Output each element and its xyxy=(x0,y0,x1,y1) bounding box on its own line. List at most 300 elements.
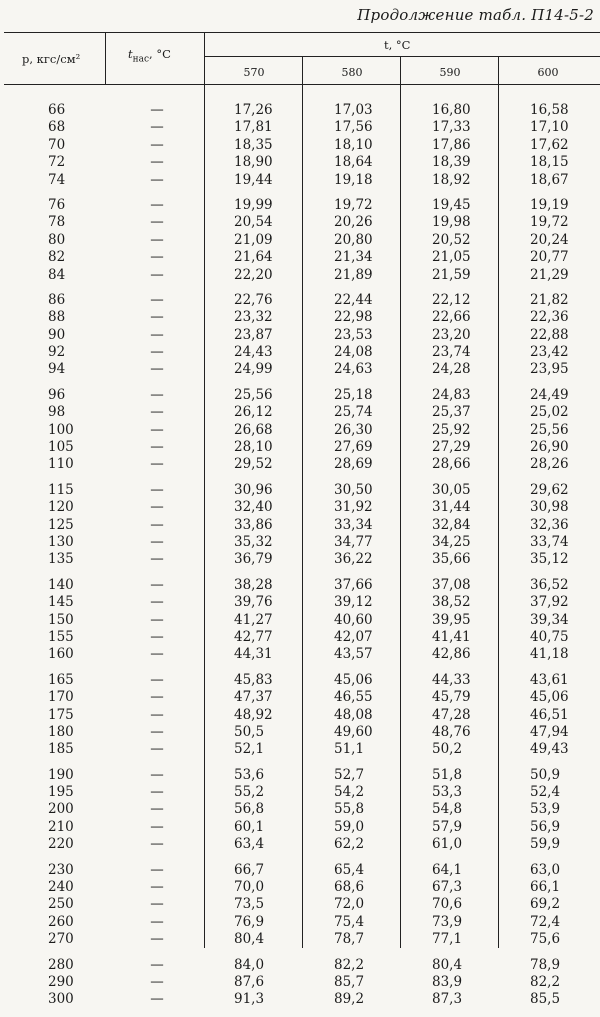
value-cell-570: 80,4 xyxy=(234,931,265,948)
table-row xyxy=(0,517,600,534)
value-cell-580: 19,72 xyxy=(334,196,373,213)
value-cell-580: 17,56 xyxy=(334,119,373,136)
saturation-temp-cell: — xyxy=(150,516,164,533)
value-cell-600: 32,36 xyxy=(530,516,569,533)
table-row xyxy=(0,646,600,663)
value-cell-600: 50,9 xyxy=(530,766,561,783)
saturation-temp-cell: — xyxy=(150,931,164,948)
table-row xyxy=(0,612,600,629)
value-cell-590: 61,0 xyxy=(432,836,463,853)
value-cell-570: 91,3 xyxy=(234,991,265,1008)
value-cell-570: 52,1 xyxy=(234,741,265,758)
value-cell-600: 85,5 xyxy=(530,991,561,1008)
value-cell-590: 31,44 xyxy=(432,499,471,516)
value-cell-570: 22,20 xyxy=(234,266,273,283)
pressure-cell: 155 xyxy=(48,628,74,645)
saturation-temp-cell: — xyxy=(150,533,164,550)
pressure-cell: 260 xyxy=(48,913,74,930)
value-cell-590: 27,29 xyxy=(432,439,471,456)
pressure-cell: 250 xyxy=(48,896,74,913)
row-group xyxy=(0,197,600,284)
value-cell-570: 23,32 xyxy=(234,309,273,326)
pressure-cell: 185 xyxy=(48,741,74,758)
value-cell-590: 51,8 xyxy=(432,766,463,783)
value-cell-570: 45,83 xyxy=(234,671,273,688)
value-cell-580: 51,1 xyxy=(334,741,365,758)
value-cell-600: 30,98 xyxy=(530,499,569,516)
value-cell-570: 19,99 xyxy=(234,196,273,213)
value-cell-590: 70,6 xyxy=(432,896,463,913)
table-row xyxy=(0,577,600,594)
value-cell-570: 17,81 xyxy=(234,119,273,136)
table-row xyxy=(0,154,600,171)
table-row xyxy=(0,879,600,896)
table-caption: Продолжение табл. П14-5-2 xyxy=(357,6,594,24)
saturation-temp-cell: — xyxy=(150,119,164,136)
value-cell-600: 20,24 xyxy=(530,231,569,248)
value-cell-580: 36,22 xyxy=(334,551,373,568)
value-cell-580: 22,44 xyxy=(334,291,373,308)
value-cell-590: 83,9 xyxy=(432,973,463,990)
saturation-temp-cell: — xyxy=(150,861,164,878)
table-row xyxy=(0,724,600,741)
value-cell-590: 23,20 xyxy=(432,326,471,343)
table-row xyxy=(0,931,600,948)
saturation-temp-cell: — xyxy=(150,361,164,378)
pressure-cell: 160 xyxy=(48,646,74,663)
value-cell-600: 17,62 xyxy=(530,136,569,153)
value-cell-580: 55,8 xyxy=(334,801,365,818)
value-cell-580: 46,55 xyxy=(334,689,373,706)
pressure-cell: 135 xyxy=(48,551,74,568)
value-cell-600: 59,9 xyxy=(530,836,561,853)
value-cell-600: 46,51 xyxy=(530,706,569,723)
pressure-cell: 240 xyxy=(48,879,74,896)
saturation-temp-cell: — xyxy=(150,611,164,628)
saturation-temp-cell: — xyxy=(150,291,164,308)
value-cell-570: 26,68 xyxy=(234,421,273,438)
table-row xyxy=(0,707,600,724)
value-cell-600: 25,56 xyxy=(530,421,569,438)
table-row xyxy=(0,991,600,1008)
saturation-temp-cell: — xyxy=(150,766,164,783)
table-row xyxy=(0,482,600,499)
saturation-temp-column-header: $t_{нас}$, °C xyxy=(128,47,171,65)
value-cell-570: 20,54 xyxy=(234,214,273,231)
value-cell-570: 39,76 xyxy=(234,594,273,611)
value-cell-570: 47,37 xyxy=(234,689,273,706)
table-row xyxy=(0,974,600,991)
pressure-column-header: p, кгс/см² xyxy=(22,52,81,66)
value-cell-600: 78,9 xyxy=(530,956,561,973)
pressure-cell: 80 xyxy=(48,231,66,248)
value-cell-590: 21,59 xyxy=(432,266,471,283)
value-cell-590: 38,52 xyxy=(432,594,471,611)
table-row xyxy=(0,689,600,706)
value-cell-570: 73,5 xyxy=(234,896,265,913)
value-cell-570: 56,8 xyxy=(234,801,265,818)
table-row xyxy=(0,344,600,361)
value-cell-570: 41,27 xyxy=(234,611,273,628)
table-row xyxy=(0,534,600,551)
saturation-temp-cell: — xyxy=(150,689,164,706)
saturation-temp-cell: — xyxy=(150,551,164,568)
saturation-temp-cell: — xyxy=(150,154,164,171)
value-cell-580: 82,2 xyxy=(334,956,365,973)
table-row xyxy=(0,629,600,646)
saturation-temp-cell: — xyxy=(150,594,164,611)
saturation-temp-cell: — xyxy=(150,706,164,723)
value-cell-580: 89,2 xyxy=(334,991,365,1008)
value-cell-580: 21,34 xyxy=(334,249,373,266)
value-cell-580: 26,30 xyxy=(334,421,373,438)
value-cell-570: 53,6 xyxy=(234,766,265,783)
table-row xyxy=(0,102,600,119)
value-cell-590: 22,66 xyxy=(432,309,471,326)
table-body xyxy=(0,102,600,1017)
value-cell-600: 33,74 xyxy=(530,533,569,550)
value-cell-570: 28,10 xyxy=(234,439,273,456)
value-cell-590: 48,76 xyxy=(432,723,471,740)
value-cell-600: 18,15 xyxy=(530,154,569,171)
table-row xyxy=(0,172,600,189)
value-cell-600: 49,43 xyxy=(530,741,569,758)
value-cell-570: 30,96 xyxy=(234,481,273,498)
value-cell-590: 23,74 xyxy=(432,344,471,361)
pressure-cell: 105 xyxy=(48,439,74,456)
value-cell-600: 45,06 xyxy=(530,689,569,706)
value-cell-570: 17,26 xyxy=(234,102,273,118)
temp-header-600: 600 xyxy=(537,66,559,79)
saturation-temp-cell: — xyxy=(150,309,164,326)
value-cell-590: 50,2 xyxy=(432,741,463,758)
table-row xyxy=(0,957,600,974)
value-cell-600: 22,36 xyxy=(530,309,569,326)
row-group xyxy=(0,767,600,854)
value-cell-580: 20,80 xyxy=(334,231,373,248)
value-cell-580: 48,08 xyxy=(334,706,373,723)
pressure-cell: 290 xyxy=(48,973,74,990)
value-cell-600: 52,4 xyxy=(530,784,561,801)
table-row xyxy=(0,422,600,439)
pressure-cell: 76 xyxy=(48,196,66,213)
table-row xyxy=(0,499,600,516)
value-cell-600: 28,26 xyxy=(530,456,569,473)
value-cell-570: 36,79 xyxy=(234,551,273,568)
table-row xyxy=(0,672,600,689)
value-cell-570: 84,0 xyxy=(234,956,265,973)
table-row xyxy=(0,862,600,879)
value-cell-580: 19,18 xyxy=(334,171,373,188)
value-cell-580: 75,4 xyxy=(334,913,365,930)
value-cell-600: 69,2 xyxy=(530,896,561,913)
pressure-cell: 72 xyxy=(48,154,66,171)
table-row xyxy=(0,767,600,784)
pressure-cell: 230 xyxy=(48,861,74,878)
value-cell-570: 21,09 xyxy=(234,231,273,248)
pressure-cell: 86 xyxy=(48,291,66,308)
value-cell-590: 20,52 xyxy=(432,231,471,248)
value-cell-580: 85,7 xyxy=(334,973,365,990)
value-cell-570: 21,64 xyxy=(234,249,273,266)
table-row xyxy=(0,137,600,154)
saturation-temp-cell: — xyxy=(150,136,164,153)
temp-header-580: 580 xyxy=(341,66,363,79)
value-cell-590: 73,9 xyxy=(432,913,463,930)
value-cell-600: 22,88 xyxy=(530,326,569,343)
pressure-cell: 165 xyxy=(48,671,74,688)
value-cell-570: 18,35 xyxy=(234,136,273,153)
value-cell-600: 40,75 xyxy=(530,628,569,645)
value-cell-600: 37,92 xyxy=(530,594,569,611)
value-cell-590: 17,86 xyxy=(432,136,471,153)
pressure-cell: 210 xyxy=(48,818,74,835)
value-cell-570: 23,87 xyxy=(234,326,273,343)
row-group xyxy=(0,387,600,474)
temperature-subheader-rule xyxy=(204,56,600,57)
value-cell-590: 24,83 xyxy=(432,386,471,403)
value-cell-600: 75,6 xyxy=(530,931,561,948)
value-cell-580: 37,66 xyxy=(334,576,373,593)
row-group xyxy=(0,862,600,949)
value-cell-570: 35,32 xyxy=(234,533,273,550)
value-cell-600: 19,72 xyxy=(530,214,569,231)
value-cell-600: 41,18 xyxy=(530,646,569,663)
value-cell-580: 65,4 xyxy=(334,861,365,878)
saturation-temp-cell: — xyxy=(150,231,164,248)
saturation-temp-cell: — xyxy=(150,956,164,973)
value-cell-590: 35,66 xyxy=(432,551,471,568)
value-cell-590: 30,05 xyxy=(432,481,471,498)
table-row xyxy=(0,232,600,249)
pressure-cell: 125 xyxy=(48,516,74,533)
saturation-temp-cell: — xyxy=(150,171,164,188)
table-row xyxy=(0,784,600,801)
value-cell-580: 24,08 xyxy=(334,344,373,361)
table-row xyxy=(0,249,600,266)
value-cell-600: 17,10 xyxy=(530,119,569,136)
value-cell-600: 18,67 xyxy=(530,171,569,188)
saturation-temp-cell: — xyxy=(150,439,164,456)
value-cell-570: 18,90 xyxy=(234,154,273,171)
saturation-temp-cell: — xyxy=(150,456,164,473)
pressure-cell: 300 xyxy=(48,991,74,1008)
value-cell-570: 26,12 xyxy=(234,404,273,421)
table-row xyxy=(0,387,600,404)
value-cell-570: 87,6 xyxy=(234,973,265,990)
pressure-cell: 90 xyxy=(48,326,66,343)
value-cell-580: 31,92 xyxy=(334,499,373,516)
value-cell-590: 57,9 xyxy=(432,818,463,835)
value-cell-570: 25,56 xyxy=(234,386,273,403)
value-cell-590: 77,1 xyxy=(432,931,463,948)
row-group xyxy=(0,102,600,189)
saturation-temp-cell: — xyxy=(150,973,164,990)
value-cell-590: 80,4 xyxy=(432,956,463,973)
pressure-cell: 92 xyxy=(48,344,66,361)
row-group xyxy=(0,672,600,759)
pressure-cell: 270 xyxy=(48,931,74,948)
pressure-cell: 84 xyxy=(48,266,66,283)
saturation-temp-cell: — xyxy=(150,214,164,231)
value-cell-590: 32,84 xyxy=(432,516,471,533)
value-cell-570: 50,5 xyxy=(234,723,265,740)
table-row xyxy=(0,914,600,931)
value-cell-580: 43,57 xyxy=(334,646,373,663)
saturation-temp-cell: — xyxy=(150,576,164,593)
value-cell-590: 67,3 xyxy=(432,879,463,896)
value-cell-580: 24,63 xyxy=(334,361,373,378)
value-cell-590: 39,95 xyxy=(432,611,471,628)
value-cell-590: 47,28 xyxy=(432,706,471,723)
pressure-cell: 220 xyxy=(48,836,74,853)
value-cell-590: 41,41 xyxy=(432,628,471,645)
pressure-cell: 100 xyxy=(48,421,74,438)
value-cell-600: 26,90 xyxy=(530,439,569,456)
value-cell-580: 59,0 xyxy=(334,818,365,835)
value-cell-580: 72,0 xyxy=(334,896,365,913)
saturation-temp-cell: — xyxy=(150,896,164,913)
pressure-cell: 78 xyxy=(48,214,66,231)
value-cell-580: 21,89 xyxy=(334,266,373,283)
value-cell-570: 48,92 xyxy=(234,706,273,723)
table-row xyxy=(0,327,600,344)
value-cell-590: 44,33 xyxy=(432,671,471,688)
value-cell-590: 45,79 xyxy=(432,689,471,706)
value-cell-600: 56,9 xyxy=(530,818,561,835)
value-cell-580: 52,7 xyxy=(334,766,365,783)
saturation-temp-cell: — xyxy=(150,481,164,498)
table-row xyxy=(0,439,600,456)
value-cell-580: 45,06 xyxy=(334,671,373,688)
temp-header-590: 590 xyxy=(439,66,461,79)
value-cell-580: 30,50 xyxy=(334,481,373,498)
value-cell-580: 25,74 xyxy=(334,404,373,421)
value-cell-600: 16,58 xyxy=(530,102,569,118)
saturation-temp-cell: — xyxy=(150,784,164,801)
value-cell-590: 19,98 xyxy=(432,214,471,231)
value-cell-600: 20,77 xyxy=(530,249,569,266)
pressure-cell: 66 xyxy=(48,102,66,118)
saturation-temp-cell: — xyxy=(150,646,164,663)
temperature-group-header: t, °C xyxy=(384,38,411,52)
saturation-temp-cell: — xyxy=(150,421,164,438)
value-cell-590: 17,33 xyxy=(432,119,471,136)
value-cell-570: 55,2 xyxy=(234,784,265,801)
value-cell-590: 28,66 xyxy=(432,456,471,473)
column-divider xyxy=(105,32,106,84)
pressure-cell: 195 xyxy=(48,784,74,801)
table-row xyxy=(0,836,600,853)
value-cell-600: 66,1 xyxy=(530,879,561,896)
value-cell-580: 40,60 xyxy=(334,611,373,628)
value-cell-570: 24,99 xyxy=(234,361,273,378)
pressure-cell: 175 xyxy=(48,706,74,723)
value-cell-570: 29,52 xyxy=(234,456,273,473)
value-cell-600: 23,95 xyxy=(530,361,569,378)
value-cell-600: 82,2 xyxy=(530,973,561,990)
saturation-temp-cell: — xyxy=(150,836,164,853)
value-cell-590: 42,86 xyxy=(432,646,471,663)
value-cell-570: 38,28 xyxy=(234,576,273,593)
saturation-temp-cell: — xyxy=(150,991,164,1008)
pressure-cell: 68 xyxy=(48,119,66,136)
pressure-cell: 115 xyxy=(48,481,74,498)
pressure-cell: 130 xyxy=(48,533,74,550)
table-row xyxy=(0,361,600,378)
value-cell-570: 42,77 xyxy=(234,628,273,645)
table-row xyxy=(0,197,600,214)
value-cell-600: 29,62 xyxy=(530,481,569,498)
row-group xyxy=(0,957,600,1009)
pressure-cell: 96 xyxy=(48,386,66,403)
value-cell-590: 21,05 xyxy=(432,249,471,266)
value-cell-570: 32,40 xyxy=(234,499,273,516)
value-cell-590: 18,39 xyxy=(432,154,471,171)
pressure-cell: 170 xyxy=(48,689,74,706)
table-row xyxy=(0,551,600,568)
value-cell-590: 16,80 xyxy=(432,102,471,118)
row-group xyxy=(0,292,600,379)
saturation-temp-cell: — xyxy=(150,249,164,266)
value-cell-590: 18,92 xyxy=(432,171,471,188)
value-cell-580: 34,77 xyxy=(334,533,373,550)
pressure-cell: 150 xyxy=(48,611,74,628)
pressure-cell: 70 xyxy=(48,136,66,153)
pressure-cell: 200 xyxy=(48,801,74,818)
value-cell-580: 20,26 xyxy=(334,214,373,231)
table-row xyxy=(0,819,600,836)
saturation-temp-cell: — xyxy=(150,344,164,361)
saturation-temp-cell: — xyxy=(150,628,164,645)
table-row xyxy=(0,741,600,758)
value-cell-570: 44,31 xyxy=(234,646,273,663)
value-cell-580: 28,69 xyxy=(334,456,373,473)
saturation-temp-cell: — xyxy=(150,386,164,403)
value-cell-570: 19,44 xyxy=(234,171,273,188)
saturation-temp-cell: — xyxy=(150,723,164,740)
value-cell-600: 72,4 xyxy=(530,913,561,930)
value-cell-570: 70,0 xyxy=(234,879,265,896)
value-cell-590: 24,28 xyxy=(432,361,471,378)
pressure-cell: 98 xyxy=(48,404,66,421)
value-cell-570: 24,43 xyxy=(234,344,273,361)
saturation-temp-cell: — xyxy=(150,266,164,283)
pressure-cell: 190 xyxy=(48,766,74,783)
saturation-temp-cell: — xyxy=(150,102,164,118)
saturation-temp-cell: — xyxy=(150,499,164,516)
table-row xyxy=(0,404,600,421)
value-cell-570: 63,4 xyxy=(234,836,265,853)
pressure-cell: 140 xyxy=(48,576,74,593)
value-cell-600: 63,0 xyxy=(530,861,561,878)
value-cell-580: 78,7 xyxy=(334,931,365,948)
value-cell-600: 36,52 xyxy=(530,576,569,593)
saturation-temp-cell: — xyxy=(150,741,164,758)
value-cell-600: 21,82 xyxy=(530,291,569,308)
value-cell-580: 62,2 xyxy=(334,836,365,853)
value-cell-580: 42,07 xyxy=(334,628,373,645)
value-cell-570: 66,7 xyxy=(234,861,265,878)
saturation-temp-cell: — xyxy=(150,404,164,421)
value-cell-590: 19,45 xyxy=(432,196,471,213)
saturation-temp-cell: — xyxy=(150,879,164,896)
table-row xyxy=(0,267,600,284)
value-cell-600: 53,9 xyxy=(530,801,561,818)
value-cell-590: 22,12 xyxy=(432,291,471,308)
pressure-cell: 74 xyxy=(48,171,66,188)
value-cell-590: 25,92 xyxy=(432,421,471,438)
